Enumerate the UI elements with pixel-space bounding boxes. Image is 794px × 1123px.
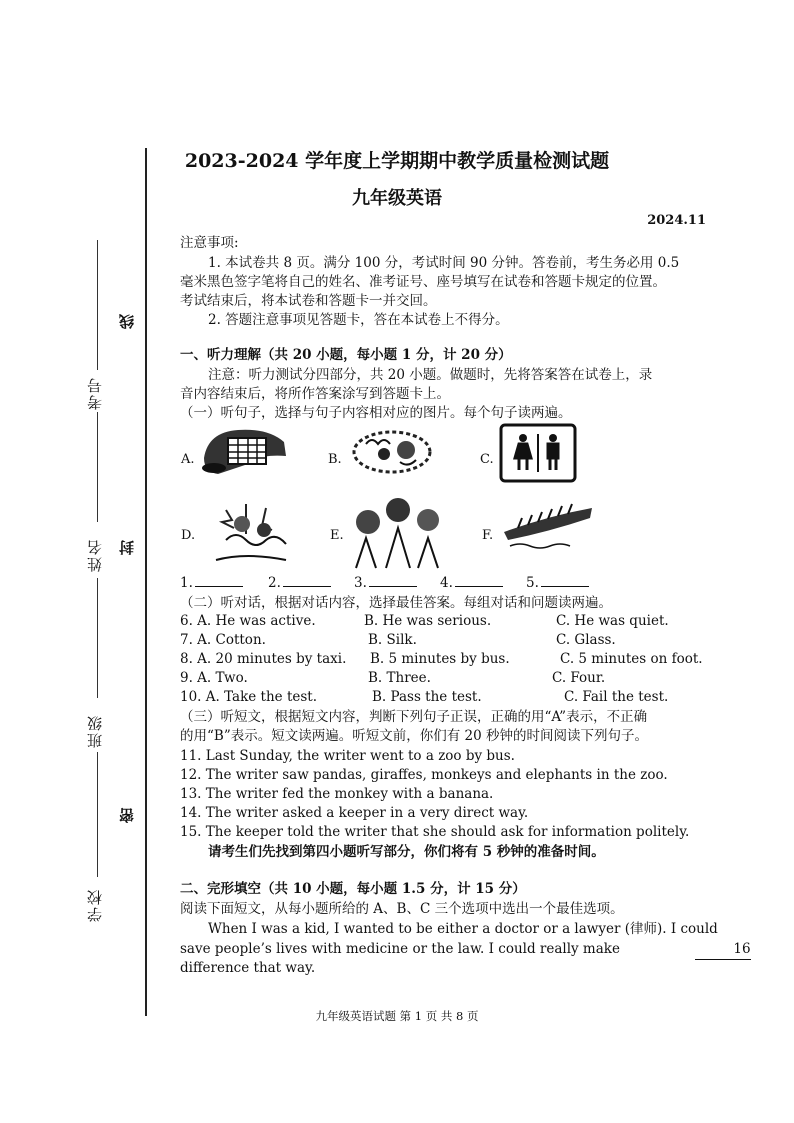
cloze-blank-16[interactable]: 16 <box>695 940 751 960</box>
exam-no-line <box>97 240 98 370</box>
q10-option-b[interactable]: B. Pass the test. <box>372 689 482 705</box>
statement-15: 15. The keeper told the writer that she should ask for information politely. <box>180 824 690 840</box>
binding-char-line: 线 <box>118 312 136 329</box>
q6-option-c[interactable]: C. He was quiet. <box>556 613 669 629</box>
pic-label-a: A. <box>181 452 195 467</box>
school-line <box>97 752 98 877</box>
q10-option-a[interactable]: 10. A. Take the test. <box>180 689 318 705</box>
passage-line-2-text: save people’s lives with medicine or the law. I could really make <box>180 941 620 957</box>
name-label: 姓名 <box>86 538 104 572</box>
garden-picture <box>346 424 438 476</box>
answer-blank-4[interactable]: 4. <box>440 575 503 591</box>
q7-option-b[interactable]: B. Silk. <box>368 632 417 648</box>
class-label: 班级 <box>86 714 104 748</box>
section1-part1: （一）听句子，选择与句子内容相对应的图片。每个句子读两遍。 <box>180 405 572 421</box>
page-title: 2023-2024 学年度上学期期中教学质量检测试题 <box>184 150 610 172</box>
section2-heading: 二、完形填空（共 10 小题，每小题 1.5 分，计 15 分） <box>180 881 526 897</box>
pic-label-d: D. <box>181 528 196 543</box>
notice-line-2: 毫米黑色签字笔将自己的姓名、准考证号、座号填写在试卷和答题卡规定的位置。 <box>180 274 666 290</box>
section1-heading: 一、听力理解（共 20 小题，每小题 1 分，计 20 分） <box>180 347 512 363</box>
dictation-prompt: 请考生们先找到第四小题听写部分，你们将有 5 秒钟的准备时间。 <box>208 844 605 860</box>
statement-11: 11. Last Sunday, the writer went to a zoo by bus. <box>180 748 515 764</box>
pic-label-e: E. <box>330 528 344 543</box>
passage-line-1: When I was a kid, I wanted to be either a doctor or a lawyer (律师). I could <box>208 921 718 937</box>
notice-line-1: 1. 本试卷共 8 页。满分 100 分，考试时间 90 分钟。答卷前，考生务必用 0.5 <box>208 255 680 271</box>
q9-option-c[interactable]: C. Four. <box>552 670 606 686</box>
pic-label-f: F. <box>482 528 494 543</box>
tree-planting-picture <box>206 500 296 566</box>
statement-13: 13. The writer fed the monkey with a banana. <box>180 786 494 802</box>
section1-part3-line1: （三）听短文，根据短文内容，判断下列句子正误，正确的用“A”表示，不正确 <box>180 709 648 725</box>
q8-option-a[interactable]: 8. A. 20 minutes by taxi. <box>180 651 347 667</box>
passage-line-2 <box>180 940 751 960</box>
answer-blank-1[interactable]: 1. <box>180 575 243 591</box>
telephone-picture <box>198 424 290 476</box>
notice-heading: 注意事项: <box>180 235 239 251</box>
notice-line-3: 考试结束后，将本试卷和答题卡一并交回。 <box>180 293 437 309</box>
binding-line <box>145 148 147 1016</box>
group-people-picture <box>346 496 446 570</box>
statement-12: 12. The writer saw pandas, giraffes, monkeys and elephants in the zoo. <box>180 767 668 783</box>
notice-line-4: 2. 答题注意事项见答题卡，答在本试卷上不得分。 <box>208 312 509 328</box>
toilet-sign-picture <box>498 422 578 484</box>
school-label: 学校 <box>86 888 104 922</box>
answer-blank-5[interactable]: 5. <box>526 575 589 591</box>
q10-option-c[interactable]: C. Fail the test. <box>564 689 669 705</box>
statement-14: 14. The writer asked a keeper in a very direct way. <box>180 805 529 821</box>
exam-date: 2024.11 <box>647 213 706 228</box>
pic-label-c: C. <box>480 452 494 467</box>
binding-char-seal: 封 <box>118 538 136 555</box>
section1-part3-line2: 的用“B”表示。短文读两遍。听短文前，你们有 20 秒钟的时间阅读下列句子。 <box>180 728 648 744</box>
q7-option-a[interactable]: 7. A. Cotton. <box>180 632 266 648</box>
pic-label-b: B. <box>328 452 342 467</box>
name-line <box>97 412 98 522</box>
q6-option-a[interactable]: 6. A. He was active. <box>180 613 316 629</box>
q6-option-b[interactable]: B. He was serious. <box>364 613 492 629</box>
q8-option-c[interactable]: C. 5 minutes on foot. <box>560 651 703 667</box>
section1-note-1: 注意：听力测试分四部分，共 20 小题。做题时，先将答案答在试卷上，录 <box>208 367 653 383</box>
dragon-boat-picture <box>500 502 596 554</box>
page-subtitle: 九年级英语 <box>352 188 442 209</box>
class-line <box>97 578 98 698</box>
binding-char-secret: 密 <box>118 806 136 823</box>
answer-blank-2[interactable]: 2. <box>268 575 331 591</box>
q8-option-b[interactable]: B. 5 minutes by bus. <box>370 651 510 667</box>
section2-instruction: 阅读下面短文，从每小题所给的 A、B、C 三个选项中选出一个最佳选项。 <box>180 901 624 917</box>
exam-no-label: 考号 <box>86 376 104 410</box>
answer-blank-3[interactable]: 3. <box>354 575 417 591</box>
q9-option-b[interactable]: B. Three. <box>368 670 431 686</box>
page-footer: 九年级英语试题 第 1 页 共 8 页 <box>315 1009 479 1023</box>
passage-line-3: difference that way. <box>180 960 316 976</box>
section1-part2: （二）听对话，根据对话内容，选择最佳答案。每组对话和问题读两遍。 <box>180 595 612 611</box>
section1-note-2: 音内容结束后，将所作答案涂写到答题卡上。 <box>180 386 450 402</box>
q9-option-a[interactable]: 9. A. Two. <box>180 670 248 686</box>
q7-option-c[interactable]: C. Glass. <box>556 632 616 648</box>
